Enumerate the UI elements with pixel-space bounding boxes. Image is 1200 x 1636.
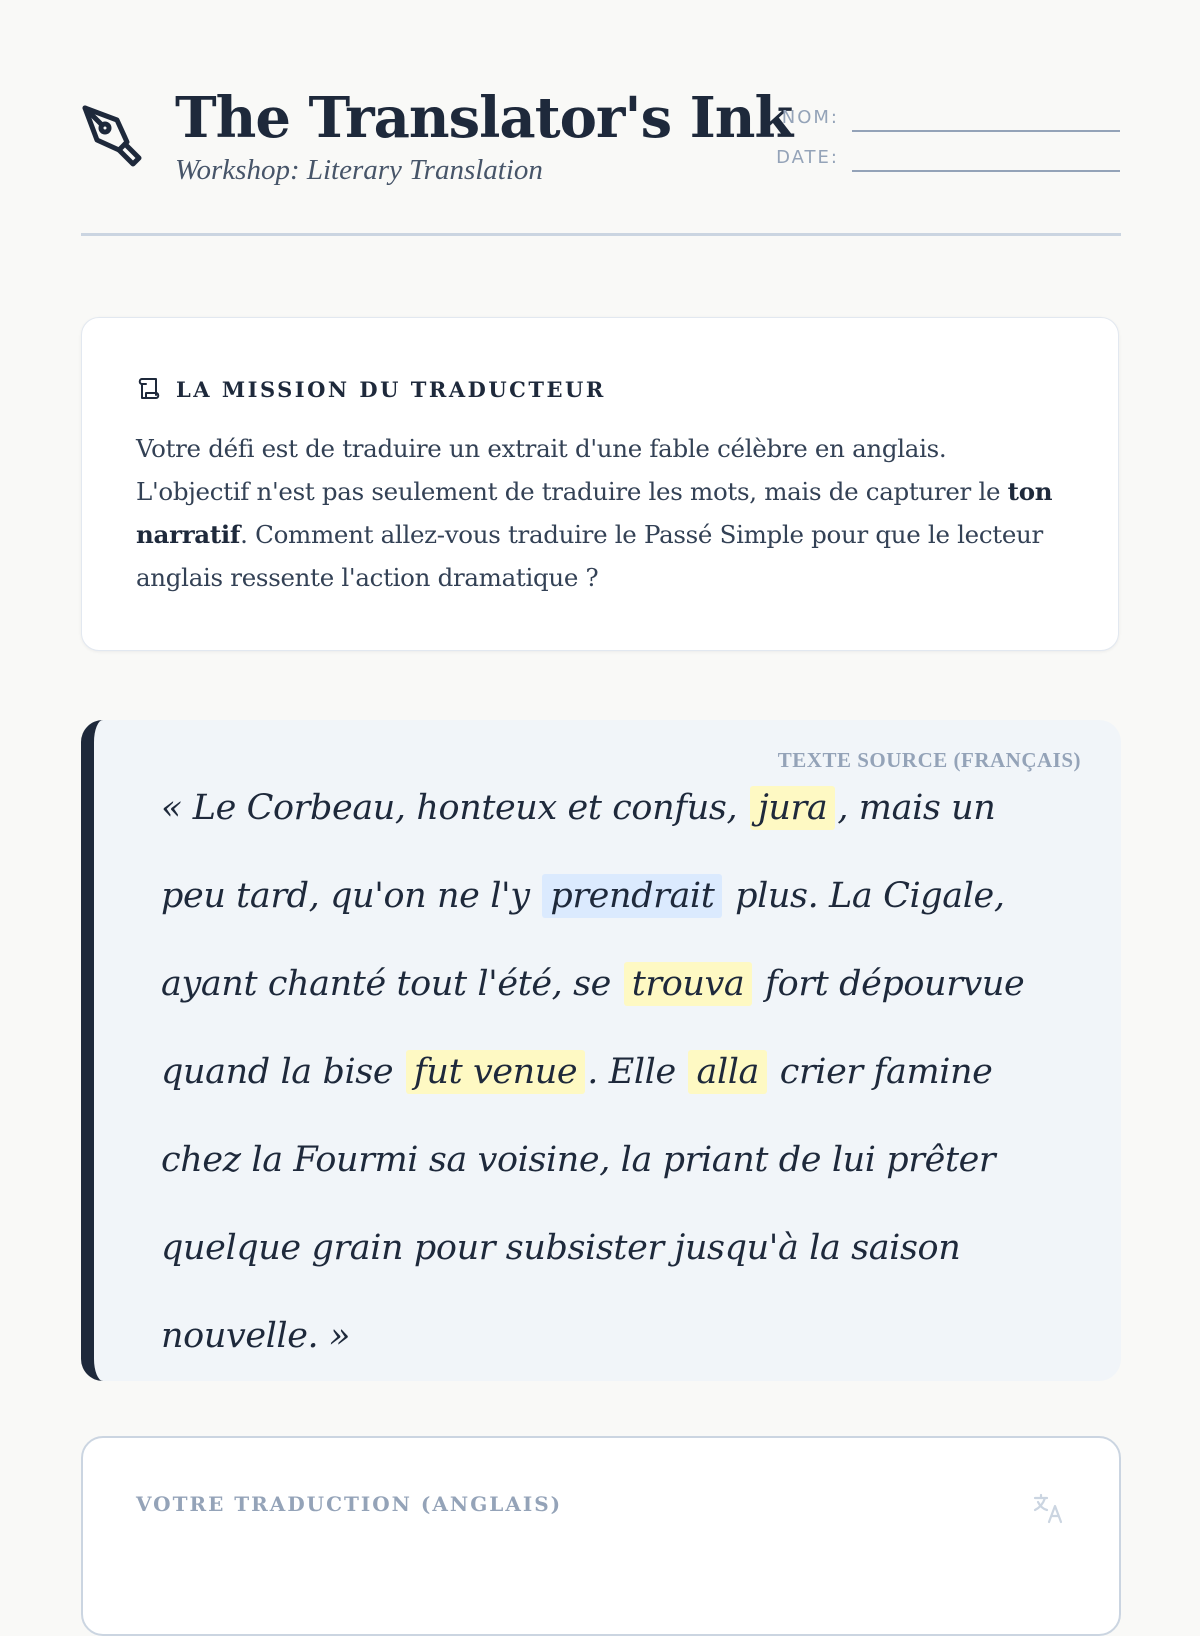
source-text-segment: fort dépourvue quand la bise bbox=[161, 964, 1025, 1092]
source-text-segment: « Le Corbeau, honteux et confus, bbox=[161, 788, 748, 828]
mission-heading bbox=[136, 374, 606, 404]
mission-title: LA MISSION DU TRADUCTEUR bbox=[176, 376, 606, 402]
student-info-fields bbox=[757, 102, 1121, 182]
worksheet-header bbox=[81, 80, 1121, 200]
highlighted-verb: jura bbox=[750, 786, 835, 830]
translation-card[interactable] bbox=[81, 1436, 1121, 1636]
source-text-segment: plus. La Cigale, ayant chanté tout l'été, se bbox=[161, 876, 1005, 1004]
pen-nib-icon bbox=[81, 104, 145, 168]
highlighted-verb: alla bbox=[688, 1050, 767, 1094]
translation-label: VOTRE TRADUCTION (ANGLAIS) bbox=[136, 1492, 563, 1516]
page-subtitle: Workshop: Literary Translation bbox=[175, 154, 543, 186]
mission-text-end: . Comment allez-vous traduire le Passé Simple pour que le lecteur anglais ressente l'action dramatique ? bbox=[136, 520, 1043, 592]
header-divider bbox=[81, 233, 1121, 236]
highlighted-verb: fut venue bbox=[406, 1050, 585, 1094]
highlighted-verb: trouva bbox=[624, 962, 753, 1006]
translate-icon bbox=[1031, 1490, 1067, 1526]
date-field-label: DATE: bbox=[776, 147, 839, 168]
scroll-icon bbox=[136, 376, 162, 402]
source-text-label: TEXTE SOURCE (FRANÇAIS) bbox=[777, 748, 1081, 772]
source-text-segment: crier famine chez la Fourmi sa voisine, la priant de lui prêter quelque grain pour subsister jusqu'à la saison nouvelle. » bbox=[161, 1052, 996, 1356]
name-field-line[interactable] bbox=[852, 130, 1120, 132]
name-field[interactable] bbox=[757, 102, 1121, 142]
source-passage bbox=[161, 764, 1061, 1380]
mission-text-start: Votre défi est de traduire un extrait d'une fable célèbre en anglais. L'objectif n'est pas seulement de traduire les mots, mais de capturer le bbox=[136, 434, 1008, 506]
date-field-line[interactable] bbox=[852, 170, 1120, 172]
date-field[interactable] bbox=[757, 142, 1121, 182]
page-title: The Translator's Ink bbox=[175, 85, 793, 151]
highlighted-verb: prendrait bbox=[542, 874, 722, 918]
source-text-segment: . Elle bbox=[587, 1052, 687, 1092]
source-text-card bbox=[81, 720, 1121, 1381]
source-text-segment: , mais un peu tard, qu'on ne l'y bbox=[161, 788, 996, 916]
mission-card bbox=[81, 317, 1119, 651]
name-field-label: NOM: bbox=[781, 107, 839, 128]
mission-instructions bbox=[136, 427, 1066, 599]
mission-text-emphasis: ton narratif bbox=[136, 477, 1053, 549]
